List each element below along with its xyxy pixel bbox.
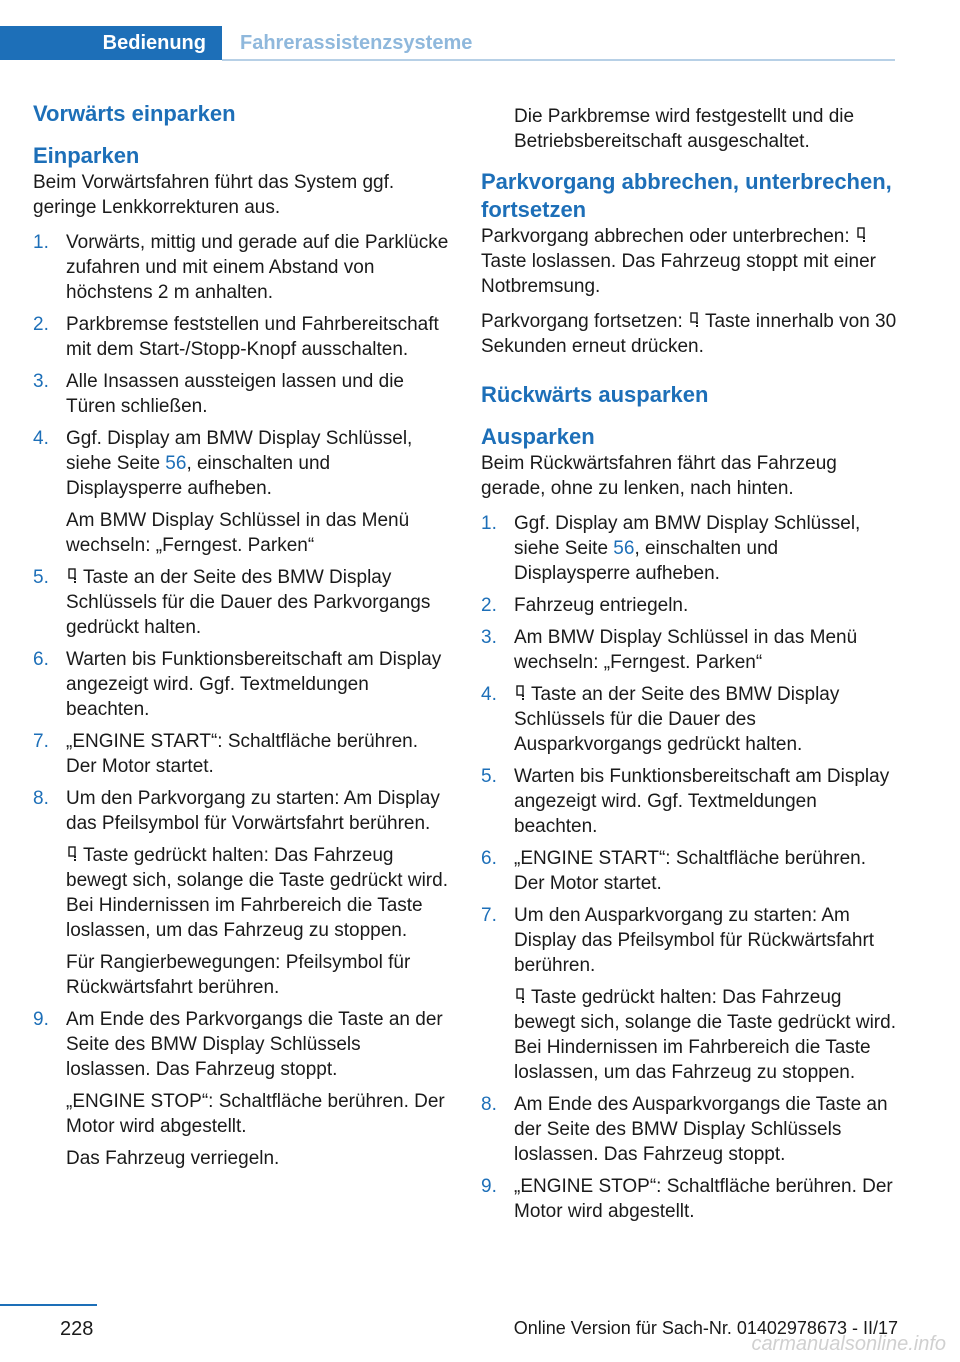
step-extra: Am BMW Display Schlüssel in das Menü wechseln: „Ferngest. Parken“ xyxy=(66,510,410,556)
step-number: 8. xyxy=(481,1094,497,1115)
subheading-einparken: Einparken xyxy=(33,143,140,168)
step-text: Am BMW Display Schlüssel in das Menü wechseln: „Ferngest. Parken“ xyxy=(514,627,858,673)
step-number: 3. xyxy=(481,627,497,648)
list-item xyxy=(481,1092,897,1167)
step-text: Fahrzeug entriegeln. xyxy=(514,595,689,616)
para-abbrechen xyxy=(481,224,897,299)
step-extra xyxy=(514,985,897,1085)
tab-underline xyxy=(222,59,895,61)
list-item xyxy=(33,786,449,1000)
step-text: Taste an der Seite des BMW Display Schlüssels für die Dauer des Ausparkvorgangs gedrückt halten. xyxy=(514,684,840,755)
step-number: 1. xyxy=(33,232,49,253)
step-number: 2. xyxy=(33,314,49,335)
step-number: 7. xyxy=(33,731,49,752)
list-item xyxy=(33,565,449,640)
list-item xyxy=(481,511,897,586)
intro-text: Beim Vorwärtsfahren führt das System ggf. geringe Lenkkorrekturen aus. xyxy=(33,172,395,218)
list-item xyxy=(481,846,897,896)
watermark: carmanualsonline.info xyxy=(751,1333,946,1355)
step-number: 1. xyxy=(481,513,497,534)
list-item xyxy=(481,764,897,839)
step-number: 3. xyxy=(33,371,49,392)
list-item xyxy=(481,625,897,675)
para-text: Taste loslassen. Das Fahrzeug stoppt mit einer Notbremsung. xyxy=(481,251,876,297)
step-extra-text: Taste gedrückt halten: Das Fahrzeug bewegt sich, solange die Taste gedrückt wird. Bei Hindernissen im Fahrbereich die Taste loslassen, um das Fahrzeug zu stoppen. xyxy=(66,845,448,941)
list-item xyxy=(33,1007,449,1171)
remote-parking-key-icon xyxy=(68,846,77,862)
step-text: „ENGINE START“: Schaltfläche berühren. Der Motor startet. xyxy=(66,731,418,777)
remote-parking-key-icon xyxy=(68,568,77,584)
list-item xyxy=(481,593,897,618)
step-number: 2. xyxy=(481,595,497,616)
para-text: Parkvorgang fortsetzen: xyxy=(481,311,683,332)
step-number: 4. xyxy=(481,684,497,705)
list-item xyxy=(33,230,449,305)
tab-fahrerassistenzsysteme-label: Fahrerassistenzsysteme xyxy=(240,31,473,54)
step-text: Taste an der Seite des BMW Display Schlüssels für die Dauer des Parkvorgangs gedrückt halten. xyxy=(66,567,431,638)
remote-parking-key-icon xyxy=(690,312,699,328)
header-tabbar xyxy=(0,26,895,60)
page-link-56[interactable]: 56 xyxy=(613,538,635,559)
step-number: 6. xyxy=(481,848,497,869)
list-item xyxy=(33,369,449,419)
step-extra: Das Fahrzeug verriegeln. xyxy=(66,1148,280,1169)
para-text: Parkvorgang abbrechen oder unterbrechen: xyxy=(481,226,850,247)
step-number: 4. xyxy=(33,428,49,449)
step-text: Warten bis Funktionsbereitschaft am Display angezeigt wird. Ggf. Textmeldungen beachten. xyxy=(66,649,442,720)
step-extra: „ENGINE STOP“: Schaltfläche berühren. Der Motor wird abgestellt. xyxy=(66,1091,445,1137)
heading-vorwaerts-einparken: Vorwärts einparken xyxy=(33,101,236,126)
page-number: 228 xyxy=(60,1318,94,1340)
tab-bedienung[interactable] xyxy=(0,26,222,60)
step-text: Am Ende des Parkvorgangs die Taste an der Seite des BMW Display Schlüssels loslassen. Das Fahrzeug stoppt. xyxy=(66,1009,443,1080)
subheading-parkvorgang-abbrechen: Parkvorgang abbrechen, unterbrechen, fortsetzen xyxy=(481,169,892,222)
list-item xyxy=(33,426,449,558)
step-number: 5. xyxy=(33,567,49,588)
step-number: 9. xyxy=(481,1176,497,1197)
step-text: Ggf. Display am BMW Display Schlüssel, siehe Seite xyxy=(514,513,861,559)
step-text: Um den Parkvorgang zu starten: Am Display das Pfeilsymbol für Vorwärtsfahrt berühren. xyxy=(66,788,440,834)
step-text: Vorwärts, mittig und gerade auf die Parklücke zufahren und mit einem Abstand von höchstens 2 m anhalten. xyxy=(66,232,449,303)
para-fortsetzen xyxy=(481,309,897,359)
step-number: 9. xyxy=(33,1009,49,1030)
step-text: Alle Insassen aussteigen lassen und die Türen schließen. xyxy=(66,371,405,417)
left-column xyxy=(33,100,449,1178)
step-text: Um den Ausparkvorgang zu starten: Am Display das Pfeilsymbol für Rückwärtsfahrt berühren. xyxy=(514,905,875,976)
page-link-56[interactable]: 56 xyxy=(165,453,187,474)
step-text: Warten bis Funktionsbereitschaft am Display angezeigt wird. Ggf. Textmeldungen beachten. xyxy=(514,766,890,837)
remote-parking-key-icon xyxy=(516,988,525,1004)
step-text: Am Ende des Ausparkvorgangs die Taste an der Seite des BMW Display Schlüssels loslassen. Das Fahrzeug stoppt. xyxy=(514,1094,888,1165)
step-extra-text: Taste gedrückt halten: Das Fahrzeug bewegt sich, solange die Taste gedrückt wird. Bei Hindernissen im Fahrbereich die Taste loslassen, um das Fahrzeug zu stoppen. xyxy=(514,987,896,1083)
right-column xyxy=(481,104,897,1231)
step-text: , einschalten und Displaysperre aufheben. xyxy=(66,453,331,499)
step-text: Ggf. Display am BMW Display Schlüssel, siehe Seite xyxy=(66,428,413,474)
para-text: Taste innerhalb von 30 Sekunden erneut drücken. xyxy=(481,311,897,357)
step-extra xyxy=(66,843,449,943)
continued-text: Die Parkbremse wird festgestellt und die Betriebsbereitschaft ausgeschaltet. xyxy=(514,106,855,152)
heading-rueckwaerts-ausparken: Rückwärts ausparken xyxy=(481,382,709,407)
online-version-note: Online Version für Sach-Nr. 01402978673 - II/17 xyxy=(513,1318,898,1338)
step-text: , einschalten und Displaysperre aufheben. xyxy=(514,538,779,584)
step-number: 8. xyxy=(33,788,49,809)
step-extra: Für Rangierbewegungen: Pfeilsymbol für Rückwärtsfahrt berühren. xyxy=(66,952,411,998)
ausparken-steps xyxy=(481,511,897,1224)
intro-text: Beim Rückwärtsfahren fährt das Fahrzeug gerade, ohne zu lenken, nach hinten. xyxy=(481,453,837,499)
tab-fahrerassistenzsysteme[interactable] xyxy=(240,26,472,60)
list-item xyxy=(33,647,449,722)
list-item xyxy=(33,312,449,362)
remote-parking-key-icon xyxy=(857,227,866,243)
subheading-ausparken: Ausparken xyxy=(481,424,595,449)
list-item xyxy=(481,682,897,757)
step-text: „ENGINE START“: Schaltfläche berühren. Der Motor startet. xyxy=(514,848,866,894)
list-item xyxy=(481,903,897,1085)
step-text: „ENGINE STOP“: Schaltfläche berühren. Der Motor wird abgestellt. xyxy=(514,1176,893,1222)
list-item xyxy=(33,729,449,779)
remote-parking-key-icon xyxy=(516,685,525,701)
step-number: 7. xyxy=(481,905,497,926)
list-item xyxy=(481,1174,897,1224)
einparken-steps xyxy=(33,230,449,1171)
step-text: Parkbremse feststellen und Fahrbereitschaft mit dem Start-/Stopp-Knopf ausschalten. xyxy=(66,314,439,360)
tab-bedienung-label: Bedienung xyxy=(102,31,206,54)
footer-accent-line xyxy=(0,1304,97,1306)
step-number: 5. xyxy=(481,766,497,787)
step-number: 6. xyxy=(33,649,49,670)
